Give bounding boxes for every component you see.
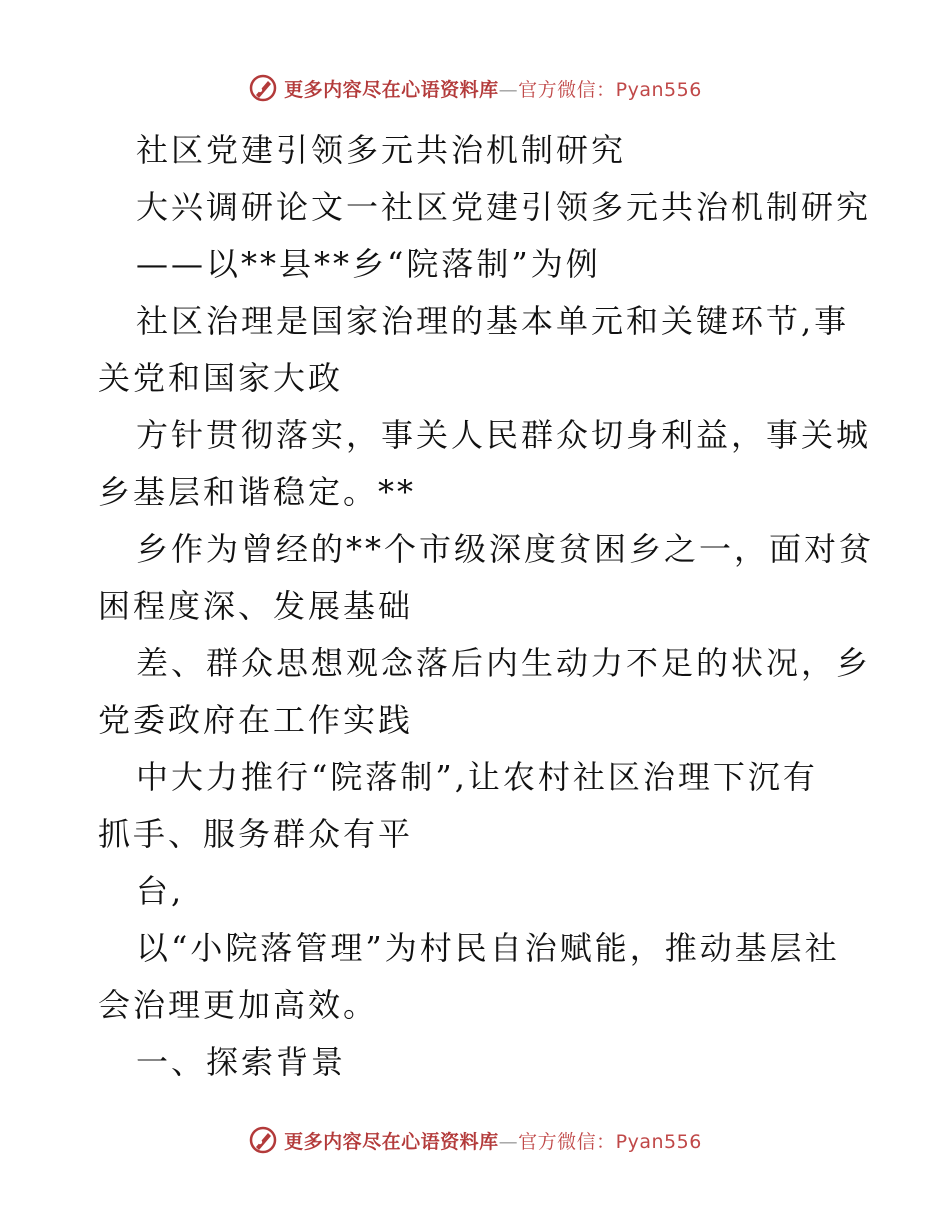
- document-body: [98, 122, 875, 1091]
- paragraph-line: 乡作为曾经的**个市级深度贫困乡之一，面对贫: [136, 530, 875, 568]
- paragraph-line: 党委政府在工作实践: [98, 701, 414, 739]
- paragraph-line: 困程度深、发展基础: [98, 587, 414, 625]
- paragraph-line: 抓手、服务群众有平: [98, 815, 414, 853]
- paragraph-line: 会治理更加高效。: [98, 986, 379, 1024]
- paragraph-line: 以“小院落管理”为村民自治赋能，推动基层社: [136, 929, 840, 967]
- section-heading: 一、探索背景: [136, 1043, 347, 1081]
- brand-logo-icon: [248, 73, 278, 103]
- watermark-brand: 更多内容尽在心语资料库: [284, 78, 499, 101]
- watermark-contact: 官方微信：Pyan556: [518, 78, 702, 101]
- brand-logo-icon: [248, 1125, 278, 1155]
- document-subtitle: 大兴调研论文一社区党建引领多元共治机制研究: [136, 188, 872, 226]
- paragraph-line: 关党和国家大政: [98, 359, 344, 397]
- paragraph-line: 差、群众思想观念落后内生动力不足的状况，乡: [136, 644, 872, 682]
- footer-watermark: [0, 1120, 950, 1160]
- paragraph-line: 中大力推行“院落制”,让农村社区治理下沉有: [136, 758, 818, 796]
- watermark-separator: —: [498, 1130, 519, 1153]
- paragraph-line: 方针贯彻落实，事关人民群众切身利益，事关城: [136, 416, 872, 454]
- watermark-brand: 更多内容尽在心语资料库: [284, 1130, 499, 1153]
- paragraph-line: 台,: [136, 872, 185, 910]
- watermark-separator: —: [498, 78, 519, 101]
- document-title: 社区党建引领多元共治机制研究: [136, 131, 627, 169]
- paragraph-line: 乡基层和谐稳定。**: [98, 473, 417, 511]
- header-watermark: [0, 68, 950, 108]
- paragraph-line: 社区治理是国家治理的基本单元和关键环节,事: [136, 302, 850, 340]
- document-subtitle-example: ——以**县**乡“院落制”为例: [136, 245, 601, 283]
- watermark-contact: 官方微信：Pyan556: [518, 1130, 702, 1153]
